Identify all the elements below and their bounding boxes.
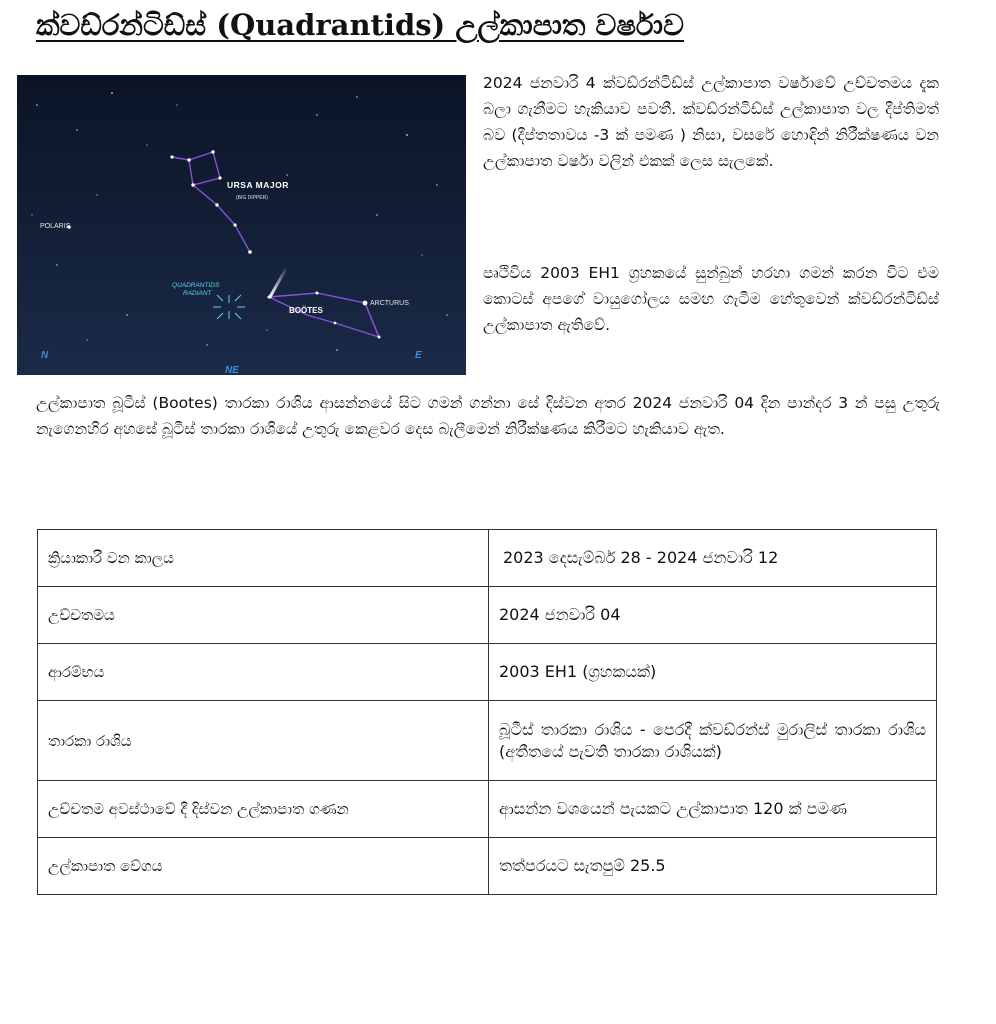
row-label: ආරම්භය bbox=[38, 644, 489, 701]
row-value: 2023 දෙසැම්බර් 28 - 2024 ජනවාරි 12 bbox=[489, 530, 937, 587]
row-label: උල්කාපාත වේගය bbox=[38, 838, 489, 895]
observation-paragraph: උල්කාපාත බූටීස් (Bootes) තාරකා රාශිය ආසන්නයේ සිට ගමන් ගන්නා සේ දිස්වන අතර 2024 ජනවාරි 04 දින පාන්දර 3 න් පසු උතුරු නැගෙනහිර අහසේ බූටීස් තාරකා රාශියේ උතුරු කෙළවර දෙස බැලීමෙන් නිරීක්ෂණය කිරීමට හැකියාව ඇත. bbox=[36, 394, 940, 438]
label-bootes: BOÖTES bbox=[289, 306, 323, 315]
row-label: උච්චතම අවස්ථාවේ දී දිස්වන උල්කාපාත ගණන bbox=[38, 781, 489, 838]
label-arcturus: ARCTURUS bbox=[370, 300, 409, 307]
row-value: 2024 ජනවාරි 04 bbox=[489, 587, 937, 644]
label-direction-n: N bbox=[41, 350, 49, 361]
row-value: තත්පරයට සැතපුම් 25.5 bbox=[489, 838, 937, 895]
label-ursa-major: URSA MAJOR bbox=[227, 180, 289, 190]
label-big-dipper: (BIG DIPPER) bbox=[236, 195, 268, 201]
row-value: බූටීස් තාරකා රාශිය - පෙරදී ක්වඩ්රන්ස් මුරාලිස් තාරකා රාශිය (අතීතයේ පැවති තාරකා රාශියක්) bbox=[489, 701, 937, 781]
table-row bbox=[38, 644, 937, 701]
row-value: ආසන්න වශයෙන් පැයකට උල්කාපාත 120 ක් පමණ bbox=[489, 781, 937, 838]
label-direction-ne: NE bbox=[225, 365, 239, 375]
row-label: තාරකා රාශිය bbox=[38, 701, 489, 781]
info-table bbox=[37, 529, 937, 895]
origin-paragraph: පෘථිවිය 2003 EH1 ග්‍රහකයේ සුන්බුන් හරහා ගමන් කරන විට එම කොටස් අපගේ වායුගෝලය සමඟ ගැටීම හේතුවෙන් ක්වඩ්රන්ටිඩ්ස් උල්කාපාත ඇතිවේ. bbox=[483, 264, 939, 334]
table-row bbox=[38, 701, 937, 781]
table-row bbox=[38, 781, 937, 838]
label-radiant-1: QUADRANTIDS bbox=[172, 282, 220, 289]
row-label: ක්‍රියාකාරී වන කාලය bbox=[38, 530, 489, 587]
sky-map-image bbox=[17, 75, 466, 375]
sky-background bbox=[17, 75, 466, 375]
table-row bbox=[38, 530, 937, 587]
label-direction-e: E bbox=[415, 350, 422, 361]
intro-paragraph: 2024 ජනවාරි 4 ක්වඩ්රන්ටිඩ්ස් උල්කාපාත වර්ෂාවේ උච්චතමය දැක බලා ගැනීමට හැකියාව පවතී. ක්වඩ්රන්ටිඩ්ස් උල්කාපාත වල දීප්තිමත් බව (දීප්තතාවය -3 ක් පමණ ) නිසා, වසරේ හොඳින් නිරීක්ෂණය වන උල්කාපාත වර්ෂා වලින් එකක් ලෙස සැලකේ. bbox=[483, 74, 939, 170]
row-label: උච්චතමය bbox=[38, 587, 489, 644]
label-radiant-2: RADIANT bbox=[183, 290, 212, 297]
page-title: ක්වඩ්රන්ටිඩ්ස් (Quadrantids) උල්කාපාත වර්ෂාව bbox=[36, 8, 684, 42]
table-row bbox=[38, 587, 937, 644]
label-polaris: POLARIS bbox=[40, 223, 71, 230]
table-row bbox=[38, 838, 937, 895]
row-value: 2003 EH1 (ග්‍රහකයක්) bbox=[489, 644, 937, 701]
